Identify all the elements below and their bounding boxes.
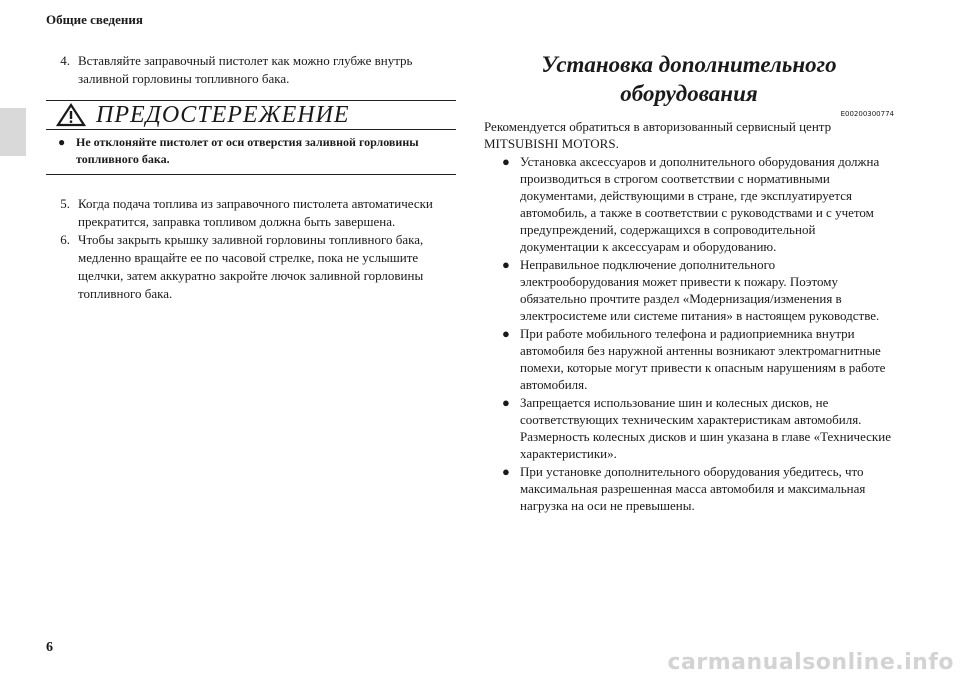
list-item bbox=[484, 394, 894, 462]
step-4 bbox=[46, 52, 456, 88]
section-title-line2: оборудования bbox=[620, 81, 758, 106]
warning-item bbox=[46, 130, 456, 168]
page-number: 6 bbox=[46, 640, 53, 655]
list-item-text: Запрещается использование шин и колесных дисков, не соответствующих техническим характеристикам автомобиля. Размерность колесных дисков и шин указана в главе «Технические характеристики». bbox=[520, 395, 891, 461]
bullet: ● bbox=[502, 326, 510, 341]
warning-header bbox=[46, 100, 456, 130]
section-code: E00200300774 bbox=[840, 110, 894, 118]
chapter-tab bbox=[0, 108, 26, 156]
bullet: ● bbox=[502, 464, 510, 479]
bullet: ● bbox=[58, 135, 66, 149]
step-number: 5. bbox=[60, 196, 70, 211]
step-text: Чтобы закрыть крышку заливной горловины топливного бака, медленно вращайте ее по часовой стрелке, пока не услышите щелчки, затем аккуратно закройте лючок заливной горловины топливного бака. bbox=[78, 232, 424, 301]
left-column bbox=[46, 52, 456, 303]
warning-title: ПРЕДОСТЕРЕЖЕНИЕ bbox=[96, 101, 350, 128]
section-header: Общие сведения bbox=[46, 12, 143, 27]
section-title bbox=[484, 50, 894, 108]
list-item-text: При работе мобильного телефона и радиоприемника внутри автомобиля без наружной антенны возникают электромагнитные помехи, которые могут привести к опасным нарушениям в работе автомобиля. bbox=[520, 326, 886, 392]
list-item-text: Неправильное подключение дополнительного электрооборудования может привести к пожару. Поэтому обязательно прочтите раздел «Модернизация/изменения в электросистеме или системе питания» в настоящем руководстве. bbox=[520, 257, 880, 323]
warning-triangle-icon bbox=[56, 103, 86, 127]
intro-text: Рекомендуется обратиться в авторизованный сервисный центр MITSUBISHI MOTORS. bbox=[484, 119, 832, 151]
step-number: 6. bbox=[60, 232, 70, 247]
list-item bbox=[484, 153, 894, 255]
step-text: Когда подача топлива из заправочного пистолета автоматически прекратится, заправка топливом должна быть завершена. bbox=[78, 196, 433, 229]
list-item-text: Установка аксессуаров и дополнительного оборудования должна производиться в строгом соответствии с нормативными документами, действующими в стране, где эксплуатируется автомобиль, а также в соответствии с руководствами и с учетом предупреждений, содержащихся в сопроводительной документации к аксессуарам и оборудованию. bbox=[520, 154, 880, 254]
bullet: ● bbox=[502, 154, 510, 169]
list-item bbox=[484, 325, 894, 393]
list-item bbox=[484, 463, 894, 514]
section-title-line1: Установка дополнительного bbox=[541, 52, 837, 77]
right-column bbox=[484, 50, 894, 514]
step-6 bbox=[46, 231, 456, 303]
steps-after bbox=[46, 195, 456, 303]
bullet: ● bbox=[502, 395, 510, 410]
step-number: 4. bbox=[60, 53, 70, 68]
list-item-text: При установке дополнительного оборудования убедитесь, что максимальная разрешенная масса автомобиля и максимальная нагрузка на оси не превышены. bbox=[520, 464, 866, 513]
watermark: carmanualsonline.info bbox=[667, 650, 954, 675]
step-5 bbox=[46, 195, 456, 231]
list-item bbox=[484, 256, 894, 324]
warning-box bbox=[46, 100, 456, 175]
warning-text: Не отклоняйте пистолет от оси отверстия заливной горловины топливного бака. bbox=[76, 135, 419, 166]
step-text: Вставляйте заправочный пистолет как можно глубже внутрь заливной горловины топливного бака. bbox=[78, 53, 413, 86]
bullet: ● bbox=[502, 257, 510, 272]
